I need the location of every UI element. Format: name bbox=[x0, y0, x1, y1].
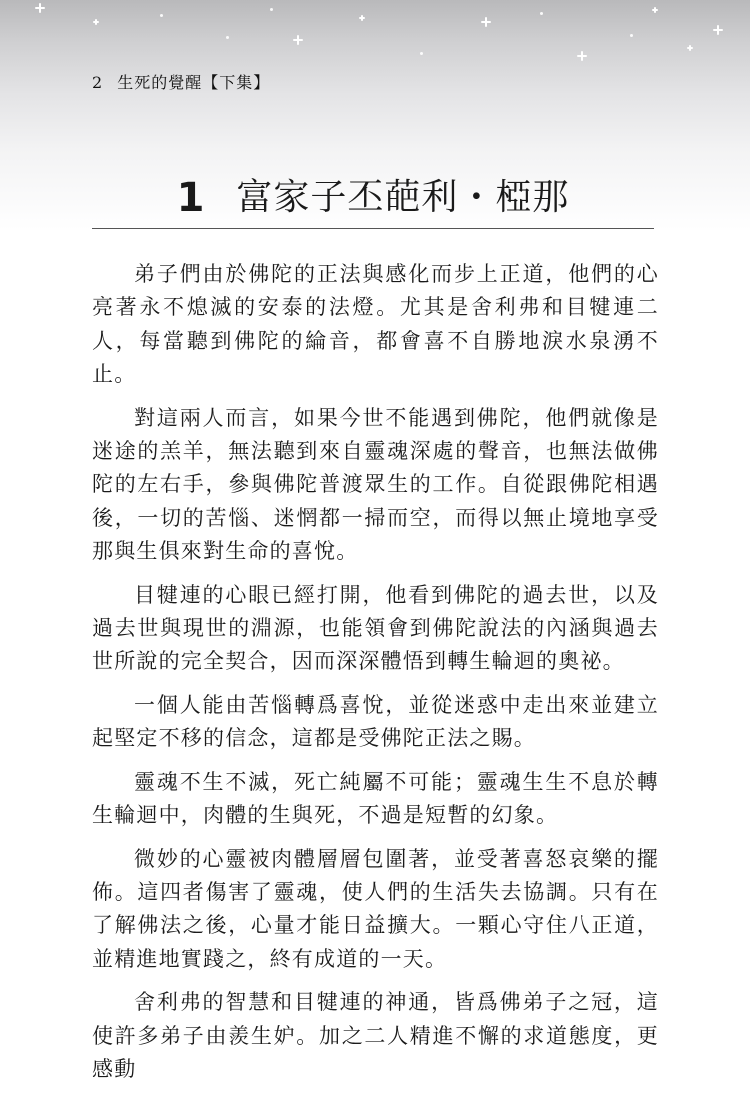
sparkle-decoration bbox=[687, 45, 693, 51]
paragraph: 一個人能由苦惱轉爲喜悅，並從迷惑中走出來並建立起堅定不移的信念，這都是受佛陀正法之賜。 bbox=[92, 692, 659, 751]
chapter-number: 1 bbox=[176, 175, 205, 221]
sparkle-decoration bbox=[93, 19, 99, 25]
chapter-heading bbox=[92, 175, 654, 229]
sparkle-decoration bbox=[359, 15, 365, 21]
paragraph: 舍利弗的智慧和目犍連的神通，皆爲佛弟子之冠，這使許多弟子由羨生妒。加之二人精進不懈的求道態度，更感動 bbox=[92, 990, 659, 1081]
sparkle-decoration bbox=[481, 17, 491, 27]
chapter-title: 富家子丕葩利・椏那 bbox=[236, 177, 570, 218]
star-dot bbox=[160, 14, 163, 17]
running-header bbox=[92, 70, 270, 93]
book-title: 生死的覺醒【下集】 bbox=[117, 73, 271, 92]
star-dot bbox=[270, 8, 273, 11]
sparkle-decoration bbox=[35, 3, 45, 13]
star-dot bbox=[630, 34, 633, 37]
star-dot bbox=[540, 12, 543, 15]
sparkle-decoration bbox=[293, 35, 303, 45]
paragraph: 靈魂不生不滅，死亡純屬不可能；靈魂生生不息於轉生輪迴中，肉體的生與死，不過是短暫的幻象。 bbox=[92, 769, 659, 828]
sparkle-decoration bbox=[713, 25, 723, 35]
page-number: 2 bbox=[92, 73, 104, 92]
paragraph: 對這兩人而言，如果今世不能遇到佛陀，他們就像是迷途的羔羊，無法聽到來自靈魂深處的聲音，也無法做佛陀的左右手，參與佛陀普渡眾生的工作。自從跟佛陀相遇後，一切的苦惱、迷惘都一掃而空，而得以無止境地享受那與生俱來對生命的喜悅。 bbox=[92, 405, 659, 564]
star-dot bbox=[420, 52, 423, 55]
star-dot bbox=[226, 36, 229, 39]
body-text bbox=[92, 258, 659, 1096]
paragraph: 弟子們由於佛陀的正法與感化而步上正道，他們的心亮著永不熄滅的安泰的法燈。尤其是舍利弗和目犍連二人，每當聽到佛陀的綸音，都會喜不自勝地淚水泉湧不止。 bbox=[92, 262, 659, 387]
paragraph: 微妙的心靈被肉體層層包圍著，並受著喜怒哀樂的擺佈。這四者傷害了靈魂，使人們的生活失去協調。只有在了解佛法之後，心量才能日益擴大。一顆心守住八正道，並精進地實踐之，終有成道的一天。 bbox=[92, 846, 659, 971]
paragraph: 目犍連的心眼已經打開，他看到佛陀的過去世，以及過去世與現世的淵源，也能領會到佛陀說法的內涵與過去世所說的完全契合，因而深深體悟到轉生輪迴的奧祕。 bbox=[92, 582, 659, 674]
sparkle-decoration bbox=[577, 51, 587, 61]
sparkle-decoration bbox=[652, 7, 658, 13]
